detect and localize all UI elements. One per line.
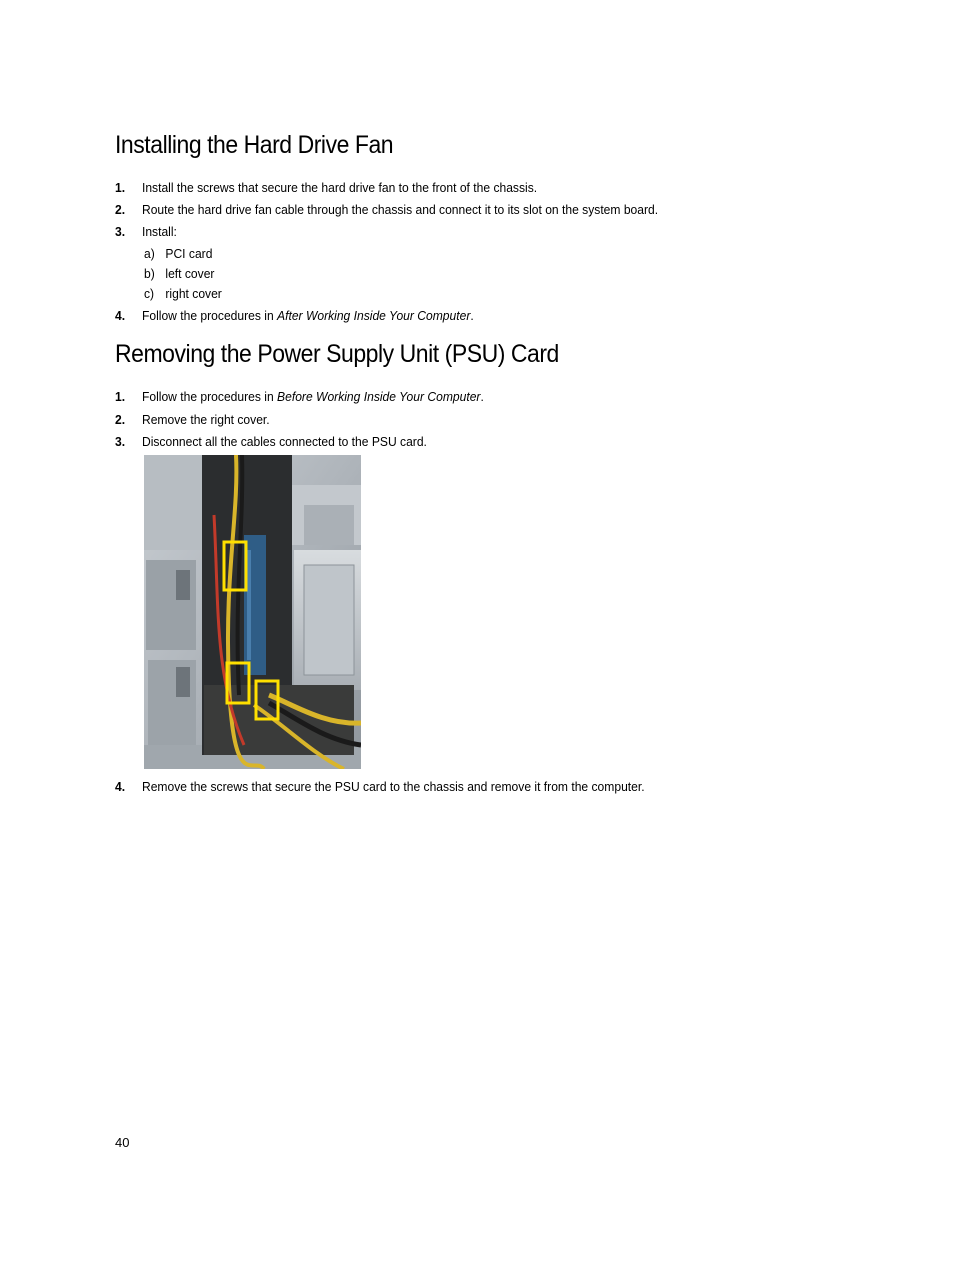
substep-text: right cover [165,286,222,301]
step-text: Install: [141,224,177,239]
substep-text: PCI card [165,246,213,261]
step-item [115,224,177,239]
step-text: Route the hard drive fan cable through the chassis and connect it to its slot on the system board. [141,202,659,217]
step-item [115,389,484,404]
step-text: Install the screws that secure the hard drive fan to the front of the chassis. [141,180,538,195]
substep-letter: c) [144,286,155,301]
step-text: Disconnect all the cables connected to the PSU card. [141,434,427,449]
step-text: Follow the procedures in [141,389,278,404]
substep-text: left cover [165,266,215,281]
step-number: 2. [115,412,126,427]
step-number: 4. [115,779,126,794]
step-reference-link-text: Before Working Inside Your Computer [277,389,481,404]
section-heading-remove-psu-card: Removing the Power Supply Unit (PSU) Card [115,340,559,368]
step-number: 1. [115,180,126,195]
step-item [115,180,537,195]
step-number: 4. [115,308,126,323]
step-number: 3. [115,434,126,449]
step-text-end: . [480,389,484,404]
step-text: Remove the right cover. [141,412,270,427]
step-item [115,412,270,427]
substep-letter: b) [144,266,155,281]
step-item [115,202,658,217]
substep-letter: a) [144,246,155,261]
step-reference-link-text: After Working Inside Your Computer [277,308,471,323]
step-text-end: . [470,308,474,323]
substep-item [144,286,222,301]
psu-card-cables-photo [144,455,361,769]
substep-item [144,246,212,261]
step-item [115,308,474,323]
step-item [115,434,427,449]
page-number: 40 [115,1135,130,1150]
step-number: 3. [115,224,126,239]
step-number: 2. [115,202,126,217]
step-text: Follow the procedures in [141,308,278,323]
substep-item [144,266,214,281]
step-text: Remove the screws that secure the PSU card to the chassis and remove it from the computer. [141,779,645,794]
step-item [115,779,645,794]
step-number: 1. [115,389,126,404]
section-heading-install-fan: Installing the Hard Drive Fan [115,131,394,159]
